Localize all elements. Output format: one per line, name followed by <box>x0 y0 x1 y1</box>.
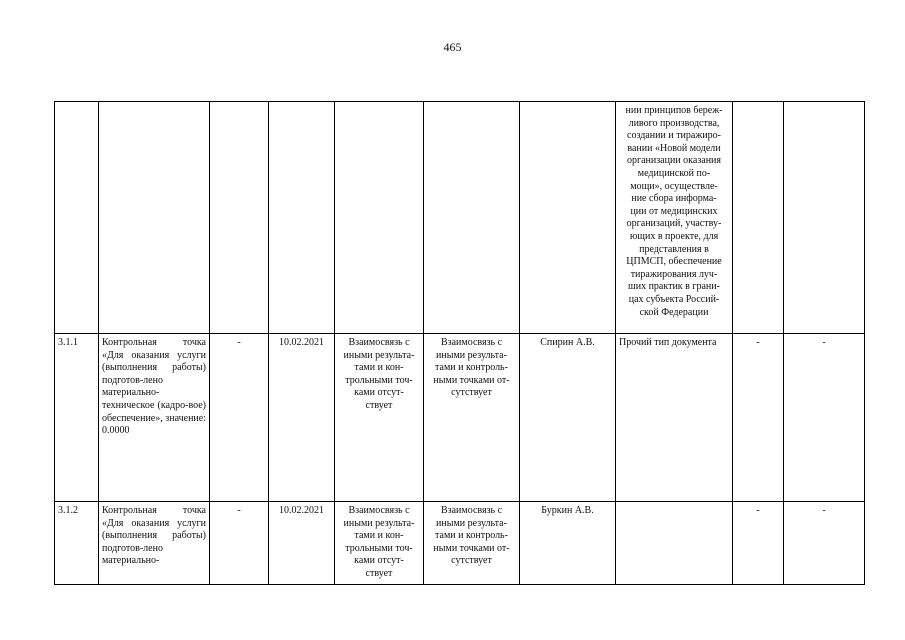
cell-date: 10.02.2021 <box>269 502 335 585</box>
cell-col3: - <box>210 502 269 585</box>
table-row <box>55 102 865 334</box>
cell-document <box>616 502 733 585</box>
cell-relation <box>335 102 424 334</box>
page-number: 465 <box>443 40 462 54</box>
cell-responsible <box>520 102 616 334</box>
cell-relation: Взаимосвязь с иными результа- тами и контроль- ными точками от- сутствует <box>424 502 520 585</box>
cell-col10 <box>784 102 865 334</box>
cell-document: нии принципов береж- ливого производства, создании и тиражиро- вании «Новой модели организации оказания медицинской по- мощи», осуществле- ние сбора информа- ции от медицинских организаций, участву- ющих в проекте, для представления в ЦПМСП, обеспечение тиражирования луч- ших практик в грани- цах субъекта Россий- ской Федерации <box>616 102 733 334</box>
cell-date: 10.02.2021 <box>269 334 335 502</box>
cell-responsible: Буркин А.В. <box>520 502 616 585</box>
cell-name <box>99 102 210 334</box>
cell-number: 3.1.1 <box>55 334 99 502</box>
cell-col10: - <box>784 502 865 585</box>
cell-responsible: Спирин А.В. <box>520 334 616 502</box>
table-row <box>55 334 865 502</box>
cell-relation: Взаимосвязь с иными результа- тами и кон- трольными точ- ками отсут- ствует <box>335 502 424 585</box>
cell-number <box>55 102 99 334</box>
cell-col3 <box>210 102 269 334</box>
cell-name: Контрольная точка «Для оказания услуги (выполнения работы) подготов-лено материально- <box>99 502 210 585</box>
cell-col9 <box>733 102 784 334</box>
cell-number: 3.1.2 <box>55 502 99 585</box>
cell-relation <box>424 102 520 334</box>
cell-col9: - <box>733 502 784 585</box>
table-row <box>55 502 865 585</box>
cell-date <box>269 102 335 334</box>
cell-col10: - <box>784 334 865 502</box>
cell-relation: Взаимосвязь с иными результа- тами и кон- трольными точ- ками отсут- ствует <box>335 334 424 502</box>
cell-col9: - <box>733 334 784 502</box>
cell-name: Контрольная точка «Для оказания услуги (выполнения работы) подготов-лено материально-техническое (кадро-вое) обеспечение», значение: 0.0000 <box>99 334 210 502</box>
cell-relation: Взаимосвязь с иными результа- тами и контроль- ными точками от- сутствует <box>424 334 520 502</box>
cell-col3: - <box>210 334 269 502</box>
cell-document: Прочий тип документа <box>616 334 733 502</box>
plan-table <box>54 101 865 585</box>
